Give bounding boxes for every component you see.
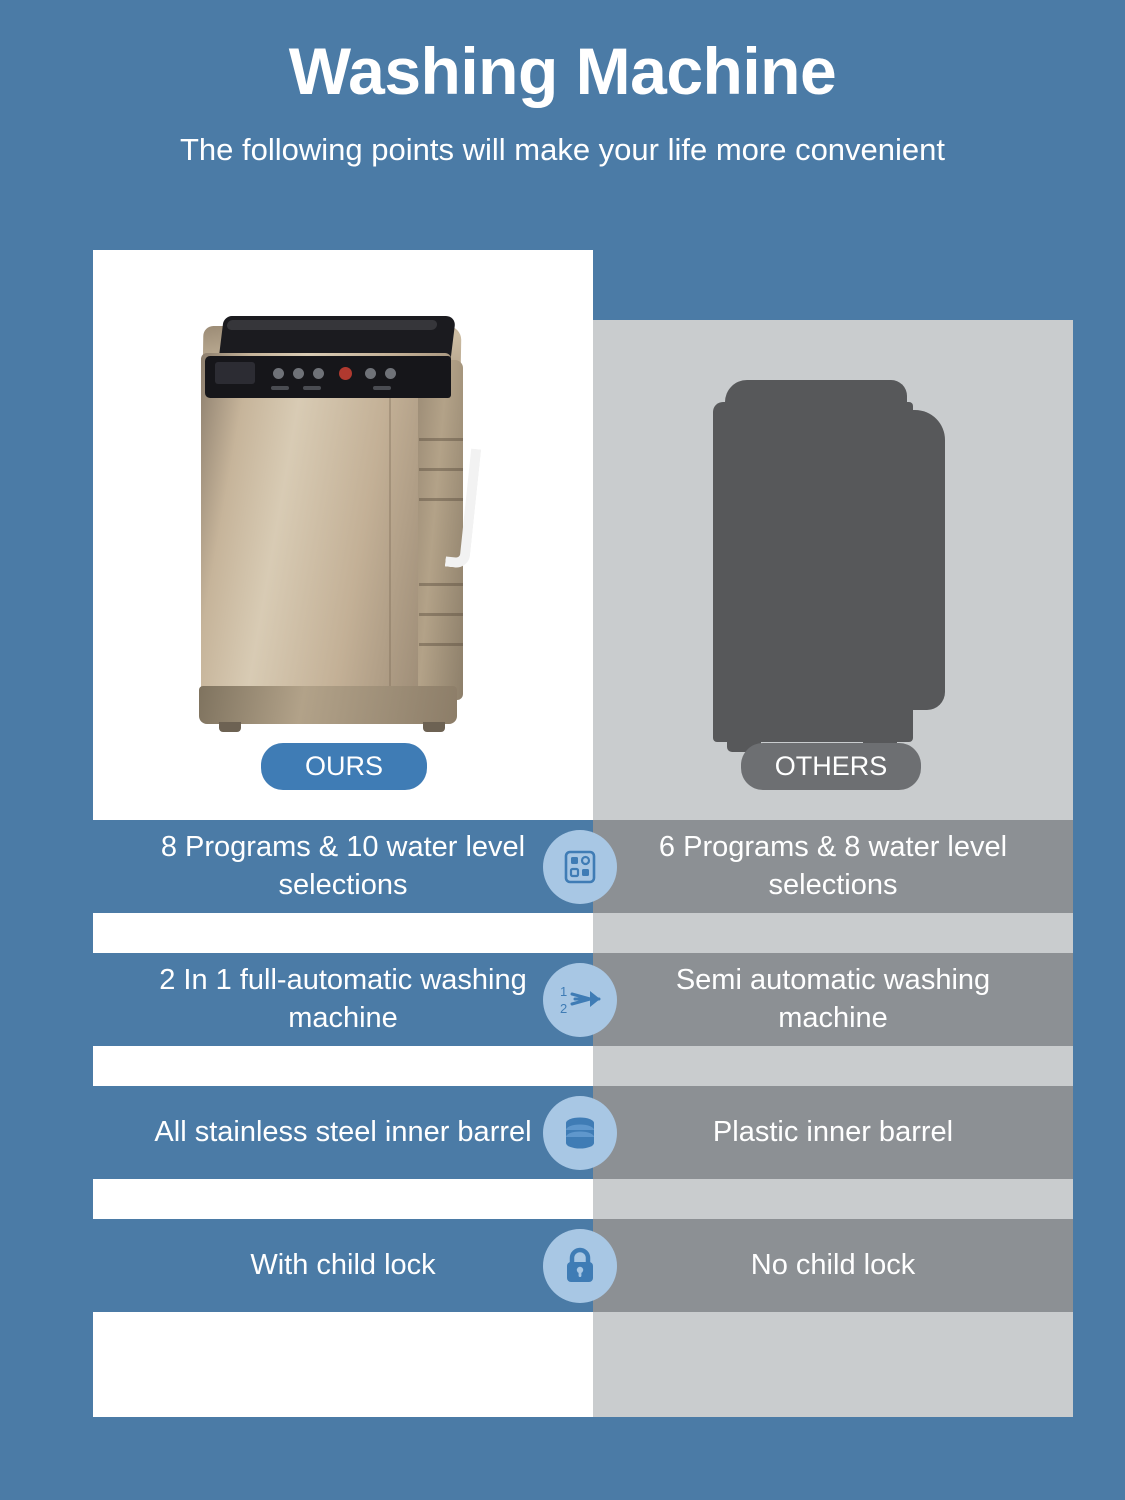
feature-row	[93, 1086, 1073, 1179]
feature-row	[93, 1219, 1073, 1312]
ours-feature-cell	[93, 1086, 593, 1179]
machine-foot	[423, 722, 445, 732]
silhouette-body	[713, 402, 913, 742]
machine-button	[313, 368, 324, 379]
divider-left	[93, 1046, 593, 1086]
ours-feature-cell	[93, 953, 593, 1046]
row-divider	[93, 913, 1073, 953]
feature-row	[93, 820, 1073, 913]
page-title: Washing Machine	[288, 34, 837, 108]
stainless-barrel-icon	[543, 1096, 617, 1170]
ours-washing-machine-image	[193, 298, 493, 738]
machine-indicator	[303, 386, 321, 390]
divider-left	[93, 913, 593, 953]
ours-feature-text: 8 Programs & 10 water level selections	[160, 831, 526, 901]
others-feature-text: Semi automatic washing machine	[675, 964, 991, 1034]
ours-feature-text: 2 In 1 full-automatic washing machine	[159, 964, 527, 1034]
machine-indicator	[373, 386, 391, 390]
row-divider	[93, 1179, 1073, 1219]
board-footer	[93, 1312, 1073, 1417]
page-header	[0, 0, 1125, 168]
machine-foot	[219, 722, 241, 732]
programs-panel-icon	[543, 830, 617, 904]
svg-text:2: 2	[560, 1000, 568, 1016]
machine-button	[273, 368, 284, 379]
hero-section	[93, 250, 1073, 820]
machine-display-screen	[215, 362, 255, 384]
others-feature-cell	[593, 1086, 1073, 1179]
others-feature-text: 6 Programs & 8 water level selections	[658, 831, 1008, 901]
ours-feature-text: All stainless steel inner barrel	[154, 1115, 532, 1148]
machine-button	[365, 368, 376, 379]
ours-feature-cell	[93, 1219, 593, 1312]
machine-side-line	[419, 643, 463, 646]
machine-lid-highlight	[226, 320, 437, 330]
others-feature-cell	[593, 820, 1073, 913]
row-divider	[93, 1046, 1073, 1086]
others-washing-machine-silhouette	[713, 380, 953, 770]
others-feature-cell	[593, 1219, 1073, 1312]
ours-label-badge: OURS	[261, 743, 427, 790]
silhouette-side	[903, 410, 945, 710]
divider-right	[593, 1179, 1073, 1219]
feature-rows	[93, 820, 1073, 1417]
footer-right	[593, 1312, 1073, 1417]
others-feature-text: No child lock	[750, 1248, 916, 1281]
machine-body-seam	[389, 358, 391, 708]
divider-right	[593, 1046, 1073, 1086]
divider-left	[93, 1179, 593, 1219]
machine-base	[199, 686, 457, 724]
machine-side-line	[419, 438, 463, 441]
machine-indicator	[271, 386, 289, 390]
child-lock-icon	[543, 1229, 617, 1303]
svg-text:1: 1	[560, 983, 568, 999]
machine-side-line	[419, 613, 463, 616]
feature-row	[93, 953, 1073, 1046]
others-label-badge: OTHERS	[741, 743, 921, 790]
others-feature-text: Plastic inner barrel	[712, 1115, 954, 1148]
machine-body	[201, 353, 451, 708]
ours-feature-text: With child lock	[250, 1248, 436, 1281]
machine-button	[385, 368, 396, 379]
divider-right	[593, 913, 1073, 953]
machine-button	[293, 368, 304, 379]
footer-left	[93, 1312, 593, 1417]
machine-side-line	[419, 583, 463, 586]
others-feature-cell	[593, 953, 1073, 1046]
comparison-board	[93, 250, 1073, 1450]
machine-power-button	[339, 367, 352, 380]
ours-feature-cell	[93, 820, 593, 913]
two-in-one-arrow-icon	[543, 963, 617, 1037]
page-subtitle: The following points will make your life more convenient	[179, 132, 946, 167]
